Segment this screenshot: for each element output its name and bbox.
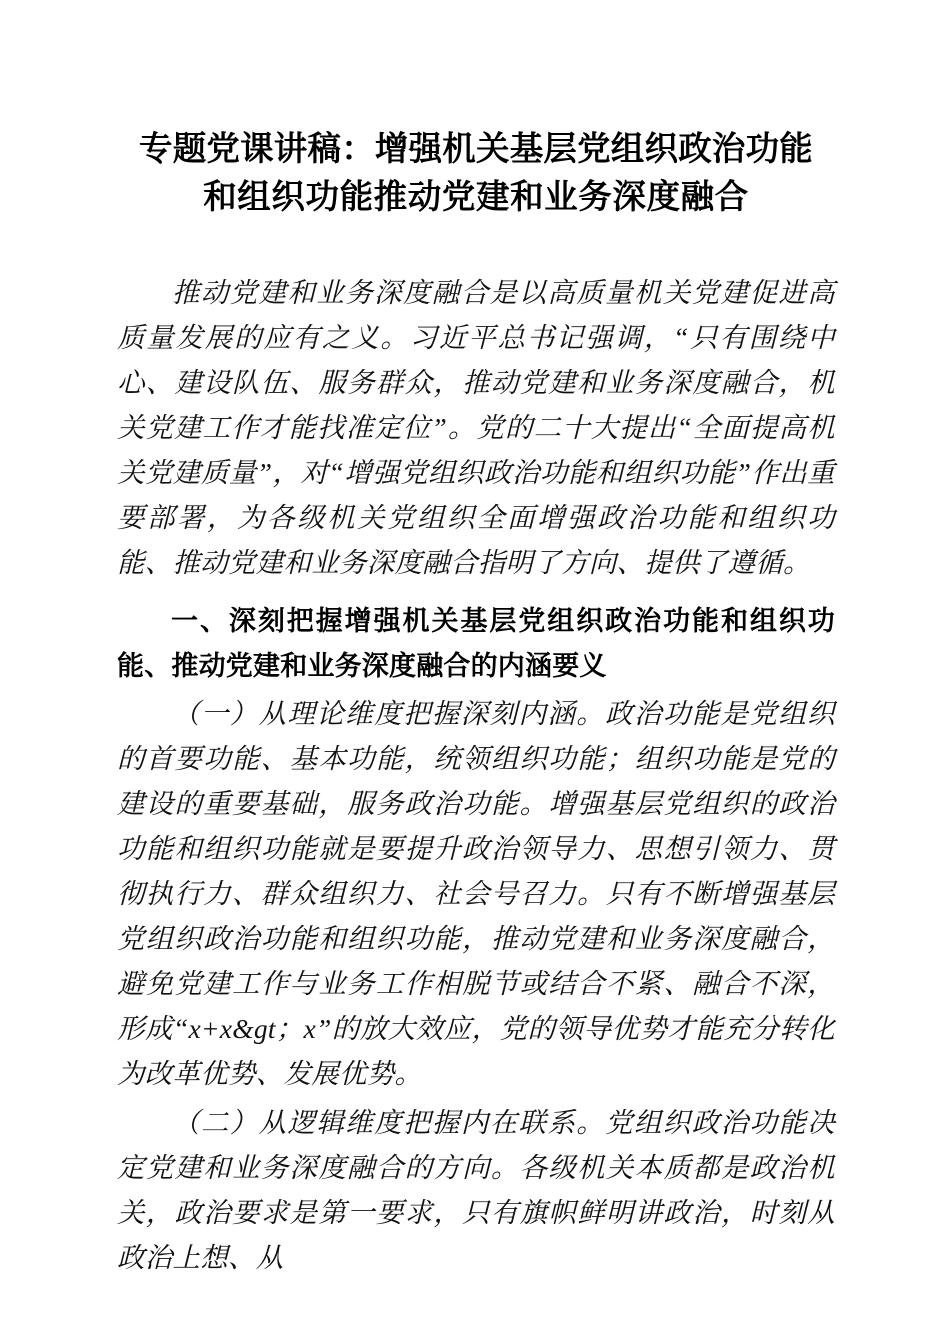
- page-title-line-2: 和组织功能推动党建和业务深度融合: [203, 179, 749, 216]
- page-title-line-1: 专题党课讲稿：增强机关基层党组织政治功能: [139, 131, 813, 168]
- section-heading-1: 一、深刻把握增强机关基层党组织政治功能和组织功能、推动党建和业务深度融合的内涵要义: [117, 606, 835, 681]
- page-title: [117, 0, 835, 222]
- paragraph-sub-2: （二）从逻辑维度把握内在联系。党组织政治功能决定党建和业务深度融合的方向。各级机关本质都是政治机关，政治要求是第一要求，只有旗帜鲜明讲政治，时刻从政治上想、从: [117, 1107, 835, 1273]
- document-content: [117, 0, 835, 1280]
- paragraph-sub-1: （一）从理论维度把握深刻内涵。政治功能是党组织的首要功能、基本功能，统领组织功能；组织功能是党的建设的重要基础，服务政治功能。增强基层党组织的政治功能和组织功能就是要提升政治领导力、思想引领力、贯彻执行力、群众组织力、社会号召力。只有不断增强基层党组织政治功能和组织功能，推动党建和业务深度融合，避免党建工作与业务工作相脱节或结合不紧、融合不深，形成“x+x&gt；x”的放大效应，党的领导优势才能充分转化为改革优势、发展优势。: [117, 698, 835, 1089]
- paragraph-intro: 推动党建和业务深度融合是以高质量机关党建促进高质量发展的应有之义。习近平总书记强调，“只有围绕中心、建设队伍、服务群众，推动党建和业务深度融合，机关党建工作才能找准定位”。党的二十大提出“全面提高机关党建质量”，对“增强党组织政治功能和组织功能”作出重要部署，为各级机关党组织全面增强政治功能和组织功能、推动党建和业务深度融合指明了方向、提供了遵循。: [117, 277, 835, 578]
